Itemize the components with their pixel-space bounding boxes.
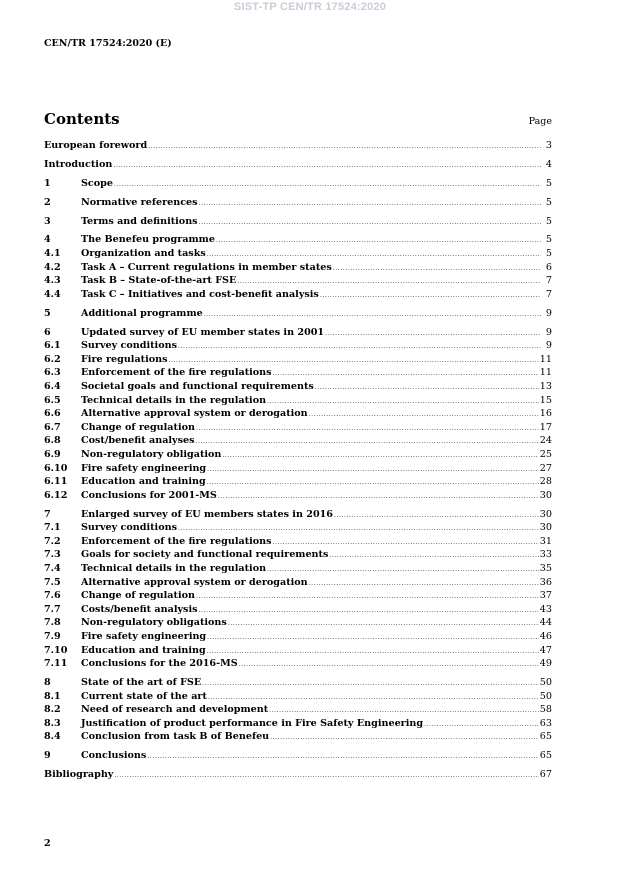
toc-dot-leader [239, 658, 539, 672]
toc-entry-title: The Benefeu programme [81, 234, 215, 246]
toc-entry-page: 44 [539, 617, 552, 629]
toc-dot-leader [320, 289, 541, 303]
toc-entry-number: 6.7 [44, 421, 61, 433]
toc-entry-page: 11 [539, 367, 552, 379]
watermark: SIST-TP CEN/TR 17524:2020 [233, 1, 387, 13]
toc-entry-title: Technical details in the regulation [81, 563, 267, 574]
toc-dot-leader [207, 476, 539, 490]
toc-entry-title: Education and training [81, 476, 206, 488]
toc-dot-leader [196, 422, 539, 436]
toc-entry-page: 4 [545, 158, 552, 170]
toc-entry-number: 7.5 [44, 576, 61, 588]
toc-entry[interactable] [44, 247, 552, 261]
toc-entry-page: 37 [539, 590, 552, 602]
toc-entry-page: 35 [539, 563, 552, 574]
toc-dot-leader [228, 617, 539, 631]
toc-entry-title: Fire regulations [81, 353, 168, 365]
toc-entry[interactable] [44, 421, 552, 435]
toc-entry[interactable] [44, 394, 552, 408]
toc-dot-leader [273, 367, 539, 381]
toc-entry-page: 7 [545, 275, 552, 287]
toc-entry-number: 2 [44, 196, 51, 208]
toc-entry-title: Alternative approval system or derogation [81, 576, 308, 588]
toc-entry-page: 65 [539, 750, 552, 762]
toc-entry-title: Bibliography [44, 769, 114, 781]
toc-dot-leader [329, 549, 538, 563]
toc-entry-number: 6.9 [44, 448, 61, 460]
toc-entry-page: 24 [539, 435, 552, 447]
toc-entry-page: 58 [539, 704, 552, 716]
toc-entry-number: 3 [44, 215, 51, 227]
toc-entry-number: 6.8 [44, 435, 61, 447]
toc-entry-title: Introduction [44, 158, 113, 170]
toc-entry-number: 7.11 [44, 658, 68, 670]
toc-entry[interactable] [44, 288, 552, 302]
toc-dot-leader [273, 536, 539, 550]
toc-entry-title: Fire safety engineering [81, 462, 207, 474]
toc-entry-title: Terms and definitions [81, 215, 198, 227]
toc-entry[interactable] [44, 562, 552, 576]
toc-entry-page: 9 [545, 340, 552, 352]
toc-entry-number: 6.10 [44, 462, 68, 474]
toc-entry[interactable] [44, 521, 552, 535]
toc-dot-leader [207, 631, 539, 645]
toc-dot-leader [198, 604, 538, 618]
toc-dot-leader [207, 248, 541, 262]
toc-entry-title: Costs/benefit analysis [81, 603, 198, 615]
toc-entry-page: 5 [545, 215, 552, 227]
toc-entry-page: 5 [545, 234, 552, 246]
toc-entry[interactable] [44, 730, 552, 744]
toc-entry-number: 8.3 [44, 717, 61, 729]
toc-entry-number: 7 [44, 508, 51, 520]
toc-dot-leader [148, 140, 541, 154]
toc-entry[interactable] [44, 158, 552, 172]
toc-title: Contents [44, 110, 120, 128]
toc-entry-title: Current state of the art [81, 690, 207, 702]
toc-page-column-label: Page [528, 116, 552, 127]
toc-entry-page: 36 [539, 576, 552, 588]
toc-entry-page: 65 [539, 731, 552, 743]
toc-entry[interactable] [44, 644, 552, 658]
toc-header [44, 110, 552, 128]
toc-entry[interactable] [44, 462, 552, 476]
toc-entry-number: 8.1 [44, 690, 61, 702]
toc-entry-page: 30 [539, 489, 552, 501]
toc-entry-page: 28 [539, 476, 552, 488]
toc-entry-page: 50 [539, 690, 552, 702]
toc-entry[interactable] [44, 676, 552, 690]
toc-entry-title: Conclusions [81, 750, 147, 762]
toc-dot-leader [204, 308, 541, 322]
toc-entry-page: 43 [539, 603, 552, 615]
toc-entry-number: 1 [44, 177, 51, 189]
toc-entry[interactable] [44, 196, 552, 210]
toc-entry-number: 6.5 [44, 394, 61, 406]
toc-entry-number: 7.1 [44, 522, 61, 534]
toc-entry[interactable] [44, 139, 552, 153]
toc-entry-number: 6.11 [44, 476, 68, 488]
toc-entry[interactable] [44, 768, 552, 782]
toc-entry-title: Organization and tasks [81, 248, 206, 260]
toc-entry[interactable] [44, 508, 552, 522]
toc-dot-leader [325, 327, 541, 341]
toc-entry-title: Normative references [81, 196, 198, 208]
toc-entry-title: Task A – Current regulations in member states [81, 261, 332, 273]
toc-entry-title: Conclusions for the 2016-MS [81, 658, 238, 670]
toc-dot-leader [424, 718, 539, 732]
toc-entry-page: 46 [539, 630, 552, 642]
toc-dot-leader [199, 197, 541, 211]
table-of-contents [44, 139, 552, 782]
toc-entry-number: 5 [44, 307, 51, 319]
toc-entry-number: 7.2 [44, 535, 61, 547]
toc-dot-leader [202, 677, 539, 691]
toc-entry[interactable] [44, 274, 552, 288]
toc-entry-page: 47 [539, 644, 552, 656]
toc-entry[interactable] [44, 380, 552, 394]
toc-entry-number: 6.2 [44, 353, 61, 365]
toc-entry-number: 4 [44, 234, 51, 246]
toc-entry-number: 6 [44, 326, 51, 338]
toc-entry-title: State of the art of FSE [81, 677, 202, 689]
toc-dot-leader [267, 395, 539, 409]
toc-entry[interactable] [44, 475, 552, 489]
toc-entry-page: 63 [539, 717, 552, 729]
toc-entry[interactable] [44, 703, 552, 717]
toc-entry-page: 5 [545, 248, 552, 260]
toc-entry-title: Fire safety engineering [81, 630, 207, 642]
toc-dot-leader [169, 354, 539, 368]
toc-entry-title: Survey conditions [81, 340, 177, 352]
toc-entry[interactable] [44, 261, 552, 275]
toc-dot-leader [270, 731, 539, 745]
toc-entry[interactable] [44, 535, 552, 549]
toc-entry[interactable] [44, 326, 552, 340]
toc-entry-title: Non-regulatory obligations [81, 617, 227, 629]
toc-dot-leader [113, 159, 541, 173]
toc-entry-page: 13 [539, 380, 552, 392]
toc-entry-title: Survey conditions [81, 522, 177, 534]
toc-entry[interactable] [44, 448, 552, 462]
toc-entry-page: 25 [539, 448, 552, 460]
toc-dot-leader [196, 590, 539, 604]
toc-entry-title: Conclusion from task B of Benefeu [81, 731, 270, 743]
toc-entry[interactable] [44, 489, 552, 503]
toc-dot-leader [216, 234, 541, 248]
toc-entry-title: Education and training [81, 644, 206, 656]
toc-dot-leader [315, 381, 539, 395]
toc-entry-number: 6.1 [44, 340, 61, 352]
toc-entry-number: 7.6 [44, 590, 61, 602]
toc-entry[interactable] [44, 339, 552, 353]
toc-entry-page: 9 [545, 307, 552, 319]
toc-entry-title: European foreword [44, 140, 148, 151]
toc-entry-number: 4.3 [44, 275, 61, 287]
toc-entry-page: 15 [539, 394, 552, 406]
toc-dot-leader [208, 691, 539, 705]
toc-entry-title: Task B – State-of-the-art FSE [81, 275, 237, 287]
toc-dot-leader [147, 750, 538, 764]
toc-entry-number: 7.3 [44, 549, 61, 561]
toc-entry-page: 27 [539, 462, 552, 474]
toc-dot-leader [114, 769, 538, 783]
toc-entry[interactable] [44, 630, 552, 644]
toc-entry[interactable] [44, 749, 552, 763]
toc-dot-leader [178, 522, 539, 536]
toc-dot-leader [207, 645, 539, 659]
toc-entry[interactable] [44, 717, 552, 731]
toc-entry-title: Goals for society and functional requirements [81, 549, 329, 561]
toc-entry[interactable] [44, 548, 552, 562]
toc-entry-number: 6.4 [44, 380, 61, 392]
toc-dot-leader [199, 216, 541, 230]
toc-entry[interactable] [44, 434, 552, 448]
toc-entry-title: Justification of product performance in Fire Safety Engineering [81, 717, 424, 729]
toc-entry-title: Updated survey of EU member states in 2001 [81, 326, 325, 338]
toc-entry-page: 49 [539, 658, 552, 670]
toc-dot-leader [222, 449, 538, 463]
toc-entry[interactable] [44, 215, 552, 229]
toc-dot-leader [178, 340, 541, 354]
toc-entry-title: Enlarged survey of EU members states in 2016 [81, 508, 333, 520]
toc-entry-title: Need of research and development [81, 704, 269, 716]
toc-entry-page: 30 [539, 508, 552, 520]
toc-entry-number: 6.12 [44, 489, 68, 501]
toc-entry-title: Change of regulation [81, 590, 195, 602]
toc-entry-number: 8.2 [44, 704, 61, 716]
toc-dot-leader [267, 563, 539, 577]
toc-dot-leader [309, 577, 539, 591]
toc-dot-leader [218, 490, 539, 504]
toc-entry-page: 3 [545, 140, 552, 151]
toc-entry-page: 17 [539, 421, 552, 433]
toc-dot-leader [334, 509, 539, 523]
toc-entry-page: 31 [539, 535, 552, 547]
toc-entry[interactable] [44, 307, 552, 321]
toc-entry-number: 7.9 [44, 630, 61, 642]
toc-entry-number: 7.10 [44, 644, 68, 656]
toc-entry[interactable] [44, 690, 552, 704]
toc-entry-title: Cost/benefit analyses [81, 435, 195, 447]
toc-entry[interactable] [44, 616, 552, 630]
toc-entry-page: 16 [539, 408, 552, 420]
toc-entry-number: 4.2 [44, 261, 61, 273]
toc-dot-leader [207, 463, 539, 477]
toc-entry-page: 11 [539, 353, 552, 365]
toc-entry-number: 8.4 [44, 731, 61, 743]
toc-entry[interactable] [44, 233, 552, 247]
toc-entry-number: 6.3 [44, 367, 61, 379]
toc-entry[interactable] [44, 603, 552, 617]
toc-entry-title: Enforcement of the fire regulations [81, 367, 272, 379]
toc-dot-leader [269, 704, 539, 718]
toc-entry-number: 6.6 [44, 408, 61, 420]
toc-entry[interactable] [44, 177, 552, 191]
toc-entry-page: 5 [545, 196, 552, 208]
toc-dot-leader [196, 435, 539, 449]
toc-entry[interactable] [44, 353, 552, 367]
toc-dot-leader [237, 275, 541, 289]
toc-entry-title: Technical details in the regulation [81, 394, 267, 406]
toc-entry-number: 7.7 [44, 603, 61, 615]
toc-entry-title: Societal goals and functional requirements [81, 380, 314, 392]
toc-entry-page: 67 [539, 769, 552, 781]
document-id: CEN/TR 17524:2020 (E) [44, 38, 172, 49]
toc-entry-page: 5 [545, 177, 552, 189]
toc-entry-title: Task C – Initiatives and cost-benefit analysis [81, 288, 319, 300]
toc-entry-title: Non-regulatory obligation [81, 448, 222, 460]
page-number: 2 [44, 838, 51, 849]
toc-entry-title: Additional programme [81, 307, 203, 319]
toc-entry-title: Change of regulation [81, 421, 195, 433]
toc-entry-title: Scope [81, 177, 113, 189]
toc-entry[interactable] [44, 576, 552, 590]
toc-dot-leader [114, 178, 541, 192]
toc-entry-title: Alternative approval system or derogation [81, 408, 308, 420]
toc-entry[interactable] [44, 366, 552, 380]
toc-entry-page: 9 [545, 326, 552, 338]
toc-entry-title: Conclusions for 2001-MS [81, 489, 217, 501]
toc-entry[interactable] [44, 657, 552, 671]
toc-entry-number: 7.4 [44, 563, 61, 574]
toc-entry-title: Enforcement of the fire regulations [81, 535, 272, 547]
toc-entry-page: 30 [539, 522, 552, 534]
toc-dot-leader [309, 408, 539, 422]
toc-entry-page: 33 [539, 549, 552, 561]
toc-entry-number: 8 [44, 677, 51, 689]
toc-entry-number: 7.8 [44, 617, 61, 629]
toc-entry-number: 4.4 [44, 288, 61, 300]
toc-entry[interactable] [44, 407, 552, 421]
toc-entry[interactable] [44, 589, 552, 603]
toc-entry-page: 50 [539, 677, 552, 689]
toc-entry-page: 7 [545, 288, 552, 300]
toc-entry-page: 6 [545, 261, 552, 273]
toc-dot-leader [333, 262, 541, 276]
toc-entry-number: 4.1 [44, 248, 61, 260]
toc-entry-number: 9 [44, 750, 51, 762]
